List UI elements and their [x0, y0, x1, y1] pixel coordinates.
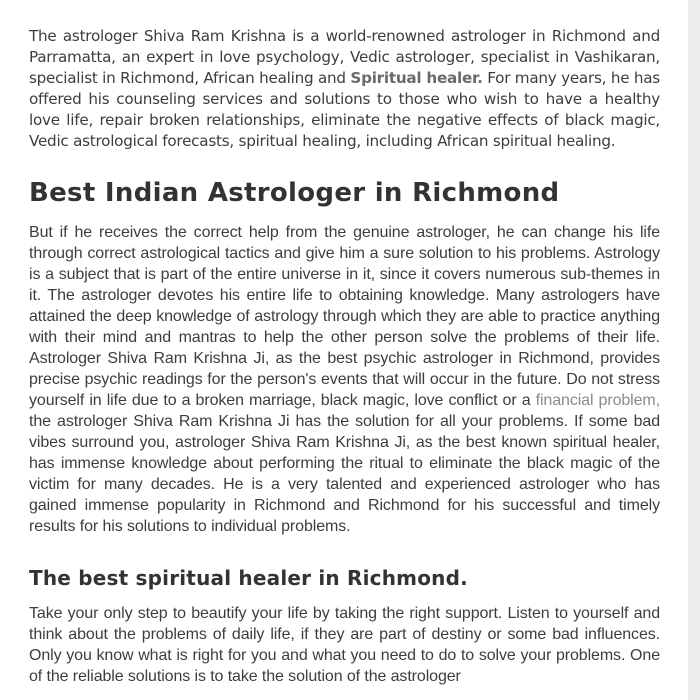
- intro-paragraph: [29, 26, 660, 152]
- intro-text-before: The astrologer Shiva Ram Krishna is a world-renowned astrologer in Richmond and Parramatta, an expert in love psychology, Vedic astrologer, specialist in Vashikaran, specialist in Richmond, African healing and: [29, 27, 660, 87]
- right-sidebar-edge: [688, 0, 700, 700]
- article-content: [29, 26, 660, 687]
- financial-problem-link[interactable]: financial problem,: [535, 392, 660, 409]
- section1-text-after: the astrologer Shiva Ram Krishna Ji has the solution for all your problems. If some bad vibes surround you, astrologer Shiva Ram Krishna Ji, as the best known spiritual healer, has immense knowledge about performing the ritual to eliminate the black magic of the victim for many decades. He is a very talented and experienced astrologer who has gained immense popularity in Richmond and Richmond for his successful and timely results for his solutions to individual problems.: [29, 413, 660, 535]
- section-heading-best-indian-astrologer: Best Indian Astrologer in Richmond: [29, 178, 560, 208]
- section1-paragraph: [29, 222, 660, 537]
- section1-text-before: But if he receives the correct help from the genuine astrologer, he can change his life through correct astrological tactics and give him a sure solution to his problems. Astrology is a subject that is part of the entire universe in it, since it covers numerous sub-themes in it. The astrologer devotes his entire life to obtaining knowledge. Many astrologers have attained the deep knowledge of astrology through which they are able to practice anything with their mind and mantras to help the other person solve the problems of their life. Astrologer Shiva Ram Krishna Ji, as the best psychic astrologer in Richmond, provides precise psychic readings for the person's events that will occur in the future. Do not stress yourself in life due to a broken marriage, black magic, love conflict or a: [29, 224, 660, 409]
- intro-text-after: For many years, he has offered his counseling services and solutions to those who wish to have a healthy love life, repair broken relationships, eliminate the negative effects of black magic, Vedic astrological forecasts, spiritual healing, including African spiritual healing.: [29, 69, 660, 150]
- section-heading-spiritual-healer: The best spiritual healer in Richmond.: [29, 566, 468, 590]
- spiritual-healer-link[interactable]: Spiritual healer.: [350, 69, 483, 87]
- section2-paragraph: Take your only step to beautify your life by taking the right support. Listen to yourself and think about the problems of daily life, if they are part of destiny or some bad influences. Only you know what is right for you and what you need to do to solve your problems. One of the reliable solutions is to take the solution of the astrologer: [29, 605, 660, 685]
